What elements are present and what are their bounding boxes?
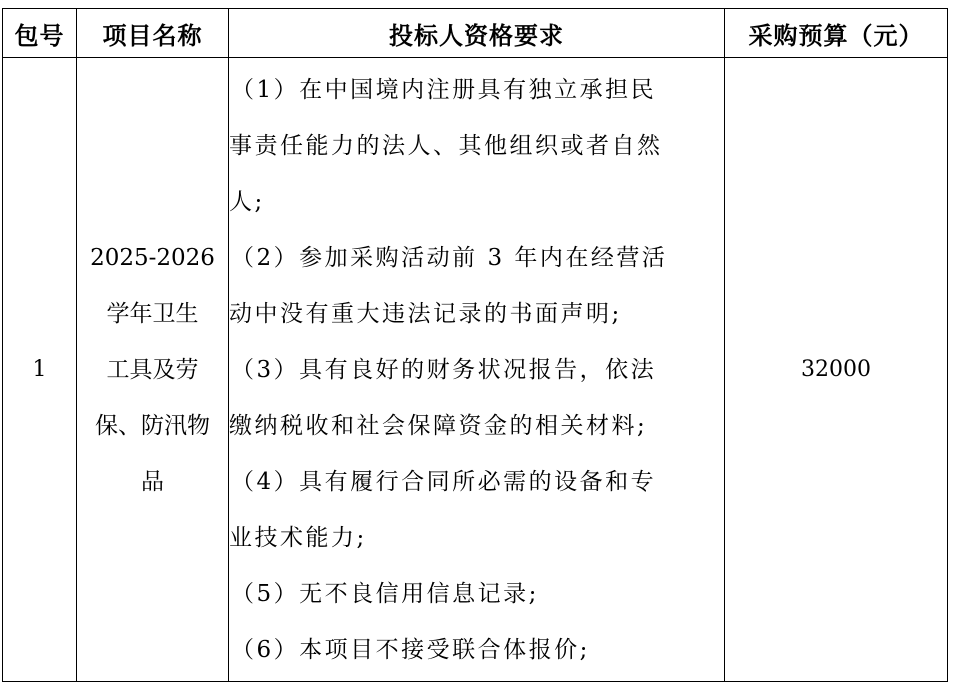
project-name-line: 学年卫生 <box>106 300 199 327</box>
requirements-cell <box>229 58 725 682</box>
requirement-line: （3）具有良好的财务状况报告，依法 <box>231 356 657 383</box>
requirement-line: 事责任能力的法人、其他组织或者自然 <box>229 132 663 159</box>
project-name-line: 品 <box>141 468 164 495</box>
requirement-line: （1）在中国境内注册具有独立承担民 <box>231 76 657 103</box>
requirement-line: 动中没有重大违法记录的书面声明; <box>229 300 622 327</box>
package-number-cell: 1 <box>3 58 77 682</box>
requirement-line: （2）参加采购活动前 3 年内在经营活 <box>231 244 668 271</box>
header-row <box>3 9 948 58</box>
header-budget: 采购预算（元） <box>725 9 948 58</box>
table-row <box>3 58 948 682</box>
header-bidder-qualifications: 投标人资格要求 <box>229 9 725 58</box>
header-package-no: 包号 <box>3 9 77 58</box>
requirement-line: （5）无不良信用信息记录; <box>231 580 539 607</box>
requirement-line: 人; <box>229 188 265 215</box>
requirement-line: （4）具有履行合同所必需的设备和专 <box>231 468 657 495</box>
budget-cell: 32000 <box>725 58 948 682</box>
project-name-cell <box>77 58 229 682</box>
requirement-line: 业技术能力; <box>229 524 367 551</box>
project-name-line: 2025-2026 <box>90 244 215 271</box>
project-name-line: 工具及劳 <box>106 356 199 383</box>
header-project-name: 项目名称 <box>77 9 229 58</box>
requirement-line: 缴纳税收和社会保障资金的相关材料; <box>229 412 648 439</box>
requirement-line: （6）本项目不接受联合体报价; <box>231 636 590 663</box>
procurement-table <box>2 8 948 682</box>
project-name-line: 保、防汛物 <box>95 412 210 439</box>
